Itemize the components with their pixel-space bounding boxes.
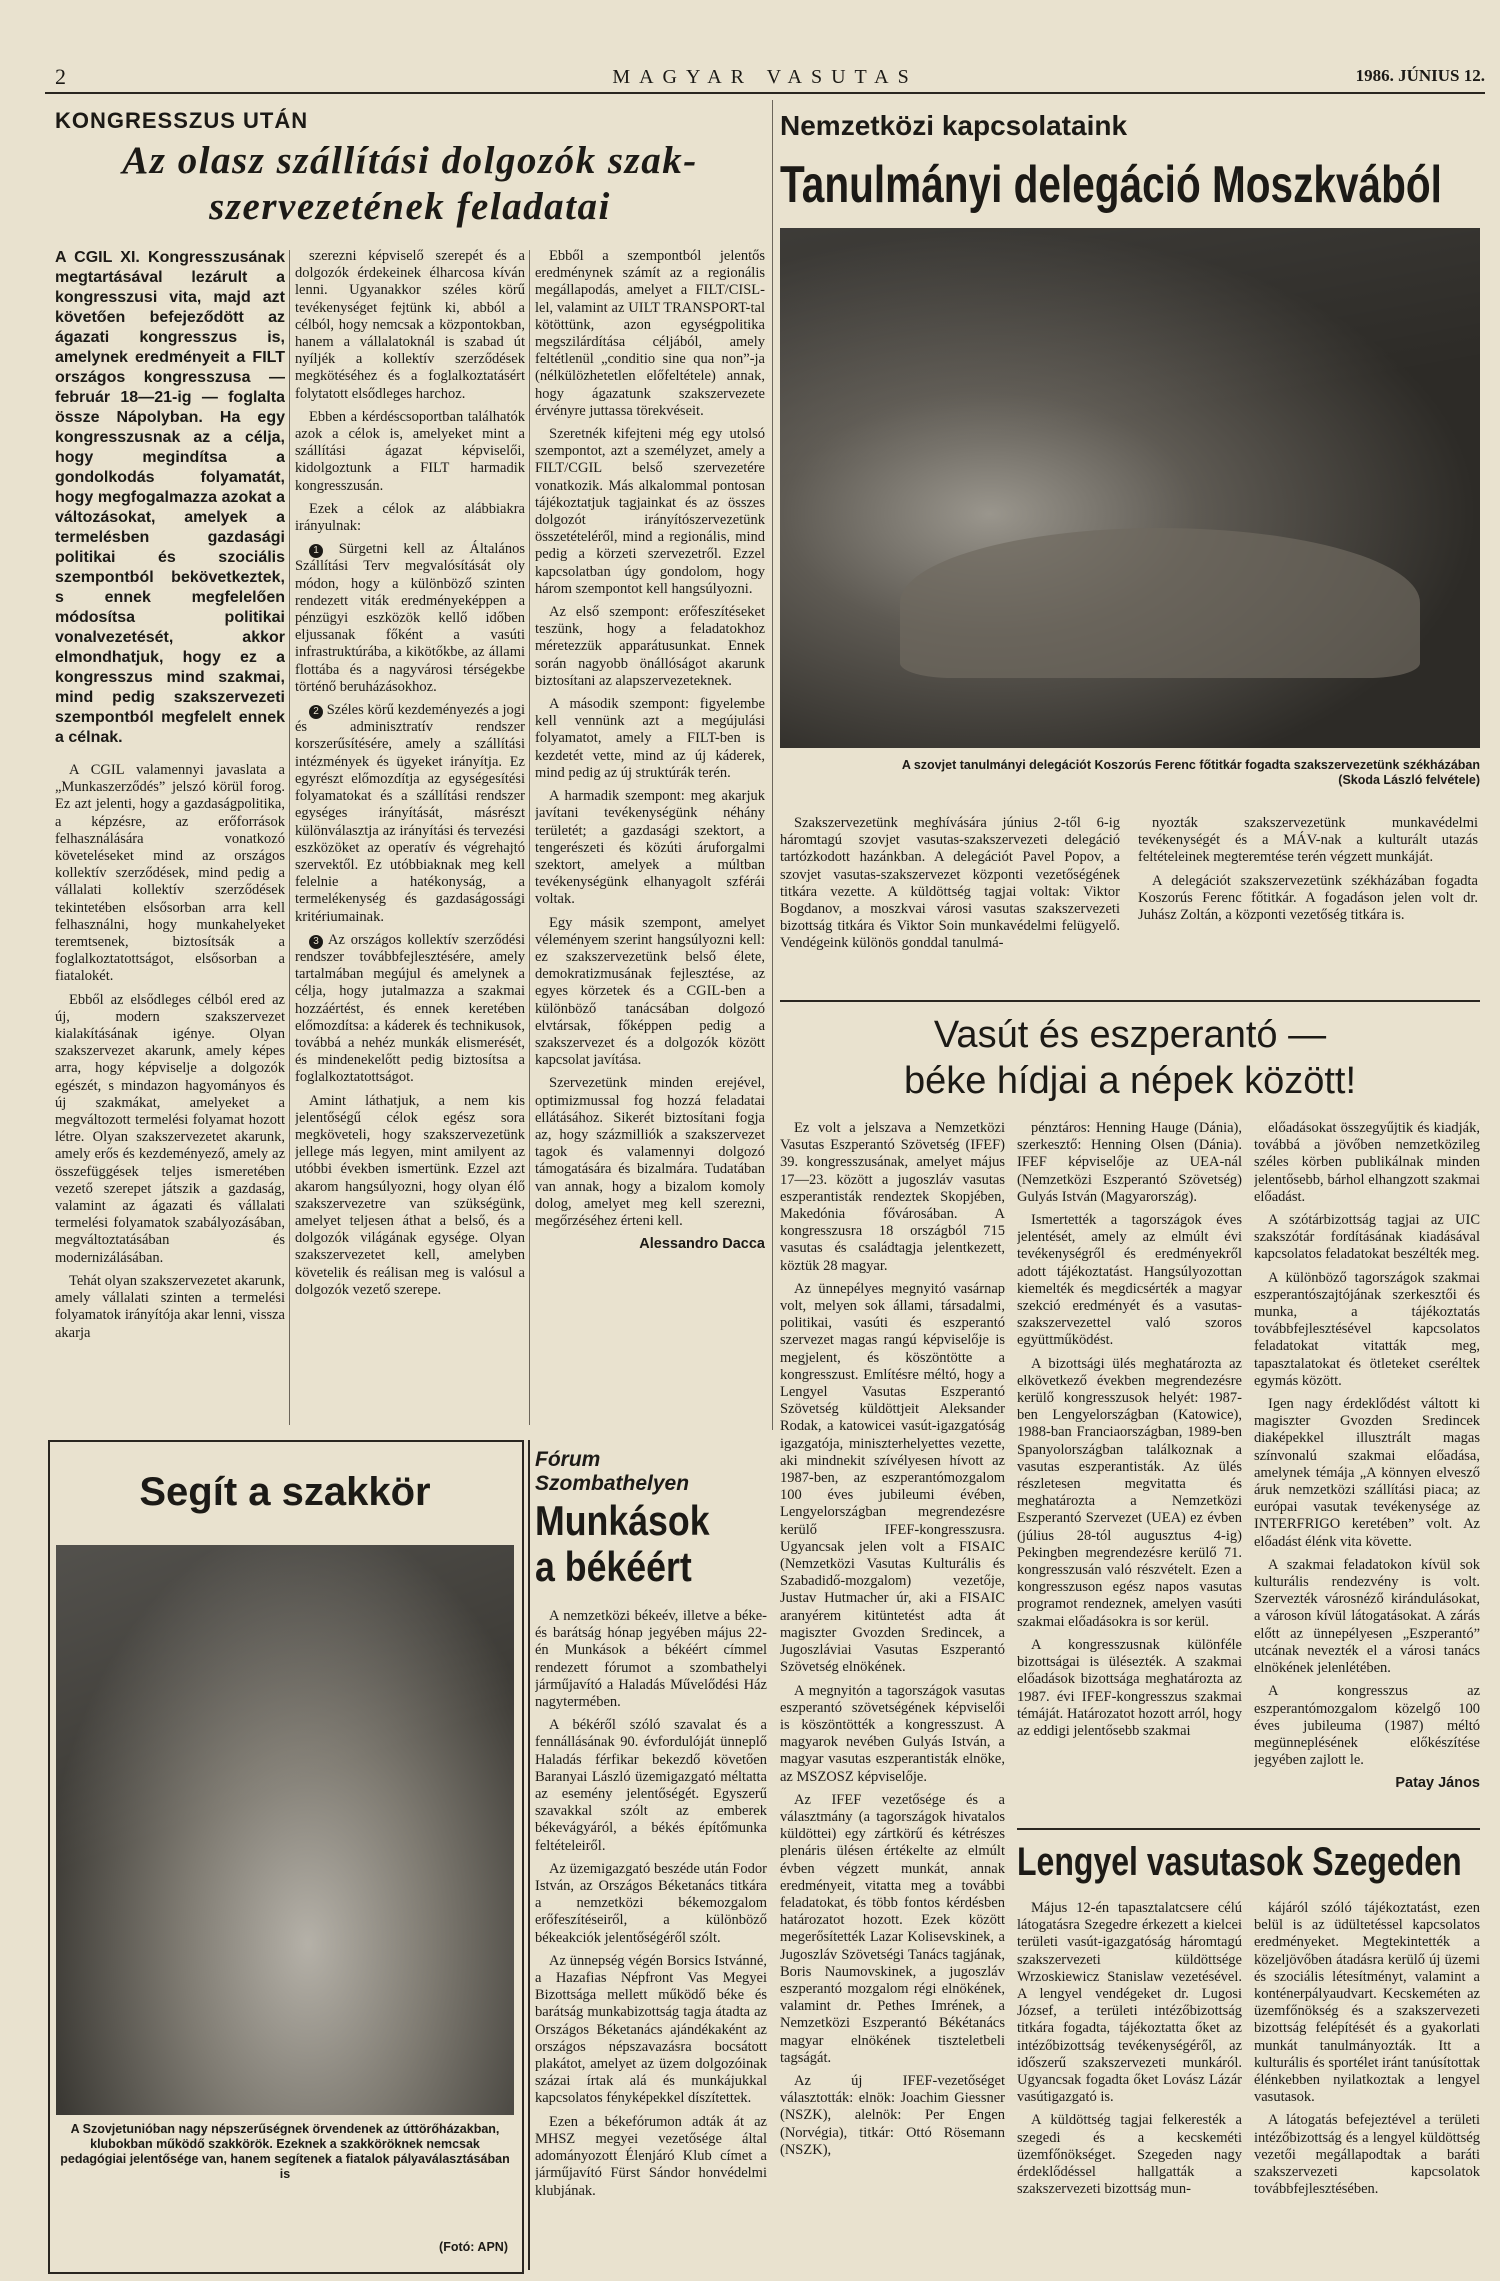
article3-col1-p5: Az új IFEF-vezetőséget választották: elnök: Joachim Giessner (NSZK), alelnök: Per Engen (Norvégia), titkár: Ottó Rösemann (NSZK), xyxy=(780,2072,1005,2158)
article6-title: Lengyel vasutasok Szegeden xyxy=(1017,1840,1462,1884)
article3-title-line2: béke hídjai a népek között! xyxy=(903,1060,1357,1102)
article1-col3-p4: A második szempont: figyelembe kell vennünk azt a megújulási folyamatot, amely a FILT-ben is kezdetét vette, mind az új káderek, mind pedig az új struktúrák terén. xyxy=(535,696,765,781)
article3-col3-p6: A kongresszus az eszperantómozgalom közelgő 100 éves jubileuma (1987) méltó megünneplésének előkészítése jegyében zajlott le. xyxy=(1254,1683,1480,1769)
article3-col1-p2: Az ünnepélyes megnyitó vasárnap volt, melyen sok állami, társadalmi, politikai, vasúti és eszperantó szervezet magas rangú képviselője is megjelent, és köszöntötte a kongresszust. Említésre méltó, hogy a Lengyel Vasutas Eszperantó Szövetség küldöttjeit Aleksander Rodak, a katowicei vasút-igazgatóság igazgatója, miniszterhelyettes vezette, aki mindnekit szívélyesen hívott az 1987-ben, az eszperantómozgalom 100 éves jubileumi évében, Lengyelországban megrendezésre kerülő IFEF-kongresszusra. Ugyancsak jelen volt a FISAIC (Nemzetközi Vasutas Kulturális és Szabadidő-mozgalom) vezetője, Justav Hutmacher úr, aki a FISAIC aranyérem kitüntetést adta át magiszter Gvozden Sredincek, a Jugoszláviai Vasutas Eszperantó Szövetség elnökének. xyxy=(780,1280,1005,1676)
article1-col2 xyxy=(295,248,525,1428)
list-number-2: 2 xyxy=(309,705,323,719)
article3-col3-p1: előadásokat összegyűjtik és kiadják, továbbá a jövőben nemzetközileg széles körben publikálnak minden jelentősebb, bárhol elhangzott szakmai előadást. xyxy=(1254,1120,1480,1205)
article4-caption: A Szovjetunióban nagy népszerűségnek örvendenek az úttörőházakban, klubokban működő szakkörök. Ezeknek a szakköröknek nemcsak pedagógiai jelentősége van, hanem segítenek a fiatalok pályaválasztásában is xyxy=(60,2122,510,2181)
article3-title-line1: Vasút és eszperantó — xyxy=(933,1014,1327,1056)
article2-col2-p2: A delegációt szakszervezetünk székházában fogadta Koszorús Ferenc főtitkár. A fogadáson jelen volt dr. Juhász Zoltán, a központi vezetőség titkára is. xyxy=(1138,872,1478,924)
list-number-3: 3 xyxy=(309,935,323,949)
masthead xyxy=(45,58,1485,88)
article1-col3-p5: A harmadik szempont: meg akarjuk javítani tevékenységünk néhány területét; a gazdasági szektort, a tengerészeti és közúti áruforgalmi szektort, amelyek a múltban tevékenységünk elhanyagolt szférái voltak. xyxy=(535,788,765,908)
article6-title-box xyxy=(1017,1838,1480,1888)
article3-title xyxy=(780,1012,1480,1104)
article1-col2-p5: Széles körű kezdeményezés a jogi és adminisztratív rendszer korszerűsítésére, amely a szállítási intézmények és ügyeket irányítja. Ez egyrészt előmozdítja az egységesítési folyamatokat és a szállítási rendszer egységes irányítását, másrészt különválasztja az irányítási és tervezési eszközöket az operatív és végrehajtó szervektől. Ez utóbbiaknak meg kell felelnie a hatékonyság, a termelékenység és gazdaságossági kritériumainak. xyxy=(295,702,525,925)
article1-col1 xyxy=(55,248,285,1428)
page-number: 2 xyxy=(55,64,66,89)
article6-col1-p2: A küldöttség tagjai felkeresték a szegedi és a kecskeméti üzemfőnökséget. Szegeden nagy érdeklődéssel hallgatták a szakszervezeti bizottság mun- xyxy=(1017,2112,1242,2198)
article1-title xyxy=(55,138,765,230)
table-shape xyxy=(900,528,1420,678)
article5-p3: Az üzemigazgató beszéde után Fodor István, az Országos Béketanács titkára a nemzetközi békemozgalom erőfeszítéseiről, a különböző békeakciók jelentőségéről szólt. xyxy=(535,1860,767,1946)
article5-p1: A nemzetközi békeév, illetve a béke- és barátság hónap jegyében május 22-én Munkások a békéért címmel rendezett fórumot a szombathelyi járműjavító a Haladás Művelődési Ház nagytermében. xyxy=(535,1608,767,1711)
article5-title-box xyxy=(535,1498,767,1598)
article3-col1-p1: Ez volt a jelszava a Nemzetközi Vasutas Eszperantó Szövetség (IFEF) 39. kongresszusának, amelyet május 17—23. között a jugoszláv vasutas eszperantisták rendeztek Skopjében, Makedónia fővárosában. A kongresszusra 18 országból 715 vasutas és családtagja jelentkezett, köztük 28 magyar. xyxy=(780,1120,1005,1274)
issue-date: 1986. JÚNIUS 12. xyxy=(1355,66,1485,85)
article3-col2-p1: pénztáros: Henning Hauge (Dánia), szerkesztő: Henning Olsen (Dánia). IFEF képviselője az UEA-nál (Nemzetközi Eszperantó Szövetség) Gulyás István (Magyarország). xyxy=(1017,1120,1242,1205)
article5-title-line2: a békéért xyxy=(535,1543,692,1590)
article6-col2-p2: A látogatás befejeztével a területi intézőbizottság és a lengyel küldöttség vezetői megállapodtak a baráti szakszervezeti kapcsolatok továbbfejlesztésében. xyxy=(1254,2112,1480,2198)
article5-kicker-line2: Szombathelyen xyxy=(535,1472,690,1495)
article4-credit: (Fotó: APN) xyxy=(439,2240,508,2254)
article2-caption xyxy=(780,758,1480,788)
article3-col1 xyxy=(780,1120,1005,2270)
article2-col1 xyxy=(780,815,1120,995)
article-rule xyxy=(1017,1828,1480,1830)
article2-col1-p1: Szakszervezetünk meghívására június 2-től 6-ig háromtagú szovjet vasutas-szakszervezeti delegáció tartózkodott hazánkban. A delegációt Pavel Popov, a szovjet vasutas-szakszervezet központi vezetőségének titkára vezette. A küldöttség tagjai voltak: Viktor Bogdanov, a moszkvai városi vasutas szakszervezeti bizottság titkára és Viktor Soin munkavédelmi felügyelő. Vendégeink különös gonddal tanulmá- xyxy=(780,815,1120,952)
article5-kicker-line1: Fórum xyxy=(535,1448,601,1471)
article1-col2-p7: Amint láthatjuk, a nem kis jelentőségű célok egész sora megköveteli, hogy szakszervezetünk jellege más legyen, mint amilyent az utóbbi években ismertünk. Ezzel azt akarom hangsúlyozni, hogy olyan élő szakszervezetre van szükségünk, amelyet teljesen áthat a belső, és a dolgozók világának egysége. Olyan szakszervezetet kell, amelyben követelik és reálisan meg is valósul a dolgozók vezető szerepe. xyxy=(295,1092,525,1298)
article1-kicker: KONGRESSZUS UTÁN xyxy=(55,108,309,133)
article1-col3-p1: Ebből a szempontból jelentős eredménynek számít az a regionális megállapodás, amelyet a FILT/CISL-lel, valamint az UILT TRANSPORT-tal kötöttünk, azon egységpolitika megszilárdítása céljából, amely feltétlenül „conditio sine qua non”-ja (nélkülözhetetlen előfeltétele) annak, hogy ágazatunk szakszervezete érvényre juttassa törekvéseit. xyxy=(535,248,765,419)
paper-name: MAGYAR VASUTAS xyxy=(612,66,918,88)
article3-col2-p4: A kongresszusnak különféle bizottságai is ülésezték. A szakmai előadások bizottsága meghatározta az 1987. évi IFEF-kongresszus szakmai témáját. Határozatot hozott arról, hogy az eddigi jelentősebb szakmai xyxy=(1017,1636,1242,1739)
article2-col2 xyxy=(1138,815,1478,995)
column-divider xyxy=(529,250,530,1425)
article1-author: Alessandro Dacca xyxy=(639,1236,765,1253)
delegation-photo xyxy=(780,228,1480,748)
article2-title: Tanulmányi delegáció Moszkvából xyxy=(780,156,1442,214)
article5-col xyxy=(535,1608,767,2268)
article1-col1-p3: Tehát olyan szakszervezetet akarunk, amely vállalati szinten a termelési folyamatok irányítója akar lenni, vissza akarja xyxy=(55,1272,285,1341)
article4-title: Segít a szakkör xyxy=(139,1470,431,1514)
article1-col3-p7: Szervezetünk minden erejével, optimizmussal fog hozzá feladatai ellátásához. Sikerét biztosítani fogja az, hogy százmilliók a szakszervezet tagok és valamennyi dolgozó támogatására és bizalmára. Tudatában van annak, hogy a bizalom komoly dolog, amelyet meg kell szerezni, megőrzéséhez érteni kell. xyxy=(535,1075,765,1229)
article3-col3-p2: A szótárbizottság tagjai az UIC szakszótár fordításának kiadásával kapcsolatos feladatokat beszélték meg. xyxy=(1254,1212,1480,1263)
article3-col2-p2: Ismertették a tagországok éves jelentését, amely az elmúlt évi tevékenységről és eredményekről adott tájékoztatást. Hangsúlyozottan kiemelték és megdicsérték a magyar szekció eredményét és a vasutas-szakszervezettel való szoros együttműködést. xyxy=(1017,1212,1242,1349)
article1-col3-p3: Az első szempont: erőfeszítéseket teszünk, hogy a feladatokhoz méretezzük apparátusunkat. Ennek során nagyobb önállóságot akarunk biztosítani az alapszervezeteknek. xyxy=(535,604,765,689)
article2-col2-p1: nyozták szakszervezetünk munkavédelmi tevékenységét és a MÁV-nak a kulturált utazás feltételeinek megteremtése terén végzett munkáját. xyxy=(1138,815,1478,866)
article1-col1-p1: A CGIL valamennyi javaslata a „Munkaszerződés” jelszó körül forog. Ez azt jelenti, hogy a gazdaságpolitika, a képzésre, az erőforrások felhasználására vonatkozó követeléseket mind az országos kollektív szerződések, mind pedig a vállalati kollektív szerződések tekintetében elsősorban arra kell felhasználni, hogy munkahelyeket teremtsenek, biztosítsák a foglalkoztatottságot, elsősorban a fiatalokét. xyxy=(55,762,285,985)
list-number-1: 1 xyxy=(309,544,323,558)
column-divider xyxy=(289,250,290,1425)
article-rule xyxy=(780,1000,1480,1002)
article2-caption-line1: A szovjet tanulmányi delegációt Koszorús Ferenc főtitkár fogadta szakszervezetünk székházában xyxy=(901,758,1480,772)
article6-col2 xyxy=(1254,1900,1480,2270)
article1-lead: A CGIL XI. Kongresszusának megtartásával lezárult a kongresszusi vita, majd azt követően befejeződött az ágazati kongresszus is, amelynek eredményeit a FILT országos kongresszusa — február 18—21-ig — foglalta össze Nápolyban. Ha egy kongresszusnak az a célja, hogy megindítsa a gondolkodás folyamatát, hogy megfogalmazza azokat a változásokat, amelyek a termelésben gazdasági politikai és szociális szempontból bekövetkeztek, s ennek megfelelően módosítsa politikai vonalvezetését, akkor elmondhatjuk, hogy ez a kongresszus mind szakmai, mind pedig szakszervezeti szempontból megfelelt ennek a célnak. xyxy=(55,249,285,746)
article6-col2-p1: kájáról szóló tájékoztatást, ezen belül is az üdültetéssel kapcsolatos eredményeket. Megtekintették a közeljövőben átadásra kerülő új üzemi és szociális létesítményt, valamint a konténerpályaudvart. Kecskeméten az üzemfőnökség és a szakszervezeti bizottság felépítését és a gyakorlati munkát tanulmányozták. Itt a kulturális és sportélet iránt tanúsítottak élénkebben nyilatkoztak a lengyel vasutasok. xyxy=(1254,1900,1480,2106)
article1-title-line1: Az olasz szállítási dolgozók szak- xyxy=(122,139,698,182)
article3-col3-p3: A különböző tagországok szakmai eszperantószajtójának szerkesztői és munka, a tájékoztatás továbbfejlesztésével kapcsolatos feladatokat vitatták meg, tapasztalatokat és ötleteket cseréltek egymás között. xyxy=(1254,1269,1480,1389)
article1-col2-p6: Az országos kollektív szerződési rendszer továbbfejlesztésére, amely tartalmában megújul és amelynek a célja, hogy jutalmazza a szakmai hozzáértést, és ennek keretében előmozdítsa: a káderek és technikusok, továbbá a nehéz munkák elismerését, és mindenekelőtt pedig biztosítsa a foglalkoztatottságot. xyxy=(295,931,525,1086)
article3-col3-p5: A szakmai feladatokon kívül sok kulturális rendezvény is volt. Szervezték városnéző kirándulásokat, a városon kívül látogatásokat. A zárás előtt az ünnepélyesen „Eszperantó” utcának nevezték el a városi tanács elnökének jelenlétében. xyxy=(1254,1556,1480,1677)
article5-p2: A békéről szóló szavalat és a fennállásának 90. évfordulóját ünneplő Haladás férfikar bekezdő követően Baranyai László üzemigazgató méltatta az esemény jelentőségét. Egyszerű szavakkal szólt az emberek békevágyáról, a békés építőmunka feltételeiről. xyxy=(535,1717,767,1854)
article1-col3-p6: Egy másik szempont, amelyet véleményem szerint hangsúlyozni kell: ez szakszervezetünk belső élete, demokratizmusának fejlesztése, az egyes körzetek és a CGIL-ben a különböző tanácsában dolgozó elvtársak, főképpen pedig a szakszervezet és a dolgozók között kapcsolat javítása. xyxy=(535,914,765,1069)
article3-col3-p4: Igen nagy érdeklődést váltott ki magiszter Gvozden Sredincek diaképekkel illusztrált magas színvonalú szakmai előadása, amelynek témája „A könnyen elvesző áruk nemzetközi szállítási piaca; az európai vasutak tevékenysége az INTERFRIGO keretében” volt. Az előadást élénk vita követte. xyxy=(1254,1396,1480,1550)
article2-kicker: Nemzetközi kapcsolataink xyxy=(780,110,1128,141)
article1-col2-p3: Ezek a célok az alábbiakra irányulnak: xyxy=(295,500,525,535)
article3-col3 xyxy=(1254,1120,1480,1820)
article2-title-box xyxy=(780,155,1480,215)
model-railway-photo xyxy=(56,1545,514,2115)
article5-title-line1: Munkások xyxy=(535,1498,710,1544)
article1-col2-p4: Sürgetni kell az Általános Szállítási Terv megvalósítását oly módon, hogy a különböző szinten rendezett viták eredményeképpen a pénzügyi eszközök kellő időben eljussanak főként a vasúti infrastruktúrába, a kikötőkbe, az állami flottába és a nagyvárosi térségekbe történő beruházásokhoz. xyxy=(295,541,525,695)
article6-col1 xyxy=(1017,1900,1242,2270)
article1-col3 xyxy=(535,248,765,1418)
article1-title-line2: szervezetének feladatai xyxy=(209,185,611,228)
article5-p5: Ezen a békefórumon adták át az MHSZ megyei vezetősége által adományozott Élenjáró Klub címet a járműjavító Fürst Sándor honvédelmi klubjának. xyxy=(535,2113,767,2199)
article3-col2 xyxy=(1017,1120,1242,1820)
article1-col2-p1: szerezni képviselő szerepét és a dolgozók érdekeinek élharcosa kíván lenni. Ugyanakkor széles körű tevékenységet fejtünk ki, abból a célból, hogy nemcsak a központokban, hanem a vállalatoknál is szabad út nyíljék a kollektív szerződések megkötéséhez és a foglalkoztatásért folytatott elsődleges harchoz. xyxy=(295,248,525,402)
article3-col1-p4: Az IFEF vezetősége és a választmány (a tagországok hivatalos küldöttei) egy zártkörű és kétrészes plenáris ülésen értékelte az elmúlt évben végzett munkát, annak eredményeit, vitatta meg a további feladatokat, és több fontos kérdésben határozatot hozott. Ezek között megerősítették Lazar Kolisevskinek, a Jugoszláv Szövetségi Tanács tagjának, Boris Naumovskinek, a jugoszláv eszperantó mozgalom régi elnökének, valamint dr. Pethes Imrének, a Nemzetközi Eszperantó Békétanács magyar elnökének tiszteletbeli tagságát. xyxy=(780,1791,1005,2066)
article6-col1-p1: Május 12-én tapasztalatcsere célú látogatásra Szegedre érkezett a kielcei területi vasút-igazgatóság háromtagú szakszervezeti küldöttsége Wrzoskiewicz Stanislaw vezetésével. A lengyel vendégeket dr. Lugosi József, a területi intézőbizottság titkára fogadta, tájékoztatta őket az intézőbizottság tevékenységéről, az időszerű szakszervezeti munkáról. Ugyancsak fogadta őket Lovász Lázár vasútigazgató is. xyxy=(1017,1900,1242,2106)
article5-p4: Az ünnepség végén Borsics Istvánné, a Hazafias Népfront Vas Megyei Bizottsága mellett működő béke és barátság munkabizottság tagja átadta az Országos Béketanács ajándékaként az országos népszavazásra bocsátott plakátot, amelyet az üzem dolgozóinak százai írtak alá és munkájukkal kapcsolatos fényképekkel díszítettek. xyxy=(535,1952,767,2107)
article2-caption-line2: (Skoda László felvétele) xyxy=(1338,773,1480,787)
article3-author: Patay János xyxy=(1395,1775,1480,1792)
article1-col3-p2: Szeretnék kifejteni még egy utolsó szempontot, azt a személyzet, amely a FILT/CGIL belső szervezetére vonatkozik. Más alkalommal pontosan tájékoztatjuk tagjainkat és az összes dolgozót irányítószervezetünk összetételéről, mind a regionális, mind pedig a körzeti szervezetről. Ezzel kapcsolatban úgy gondolom, hogy három szempontot kell hangsúlyozni. xyxy=(535,426,765,597)
section-divider xyxy=(772,100,773,1430)
article1-col1-p2: Ebből az elsődleges célból ered az új, modern szakszervezet kialakításának igénye. Olyan szakszervezet akarunk, amely képes arra, hogy képviselje a dolgozók egészét, s mindazon hagyományos és új szakmákat, amelyeket a megváltozott termelési folyamat hozott létre. Olyan szakszervezetet akarunk, amely erős és kezdeményező, amely az összefüggések teljes ismeretében vezető szerepet játszik a gazdaság, valamint az ágazati és vállalati termelési folyamatok szabályozásában, megváltoztatásában és modernizálásában. xyxy=(55,991,285,1266)
article3-col2-p3: A bizottsági ülés meghatározta az elkövetkező években megrendezésre kerülő kongresszusok helyét: 1987-ben Lengyelországban (Katowice), 1988-ban Franciaországban, 1989-ben Spanyolországban találkoznak a vasutas eszperantisták. Az ülés részletesen megvitatta és meghatározta a Nemzetközi Eszperantó Szervezet (UEA) ez évben (július 28-tól augusztus 4-ig) Pekingben megrendezésre kerülő 71. kongresszusán való részvételt. Ezen a kongresszuson egész napos vasutas programot rendeznek, amelyen vasúti szakmai előadásokra is sor kerül. xyxy=(1017,1355,1242,1630)
article5-kicker xyxy=(535,1448,689,1496)
article1-col2-p2: Ebben a kérdéscsoportban találhatók azok a célok is, amelyeket mint a szállítási ágazat képviselői, kidolgoztunk a FILT harmadik kongresszusán. xyxy=(295,408,525,494)
article3-col1-p3: A megnyitón a tagországok vasutas eszperantó szövetségének képviselői is köszöntötték a kongresszust. A magyarok nevében Gulyás István, a magyar vasutas eszperantisták elnöke, az MSZOSZ képviselője. xyxy=(780,1682,1005,1785)
masthead-rule xyxy=(45,92,1485,94)
